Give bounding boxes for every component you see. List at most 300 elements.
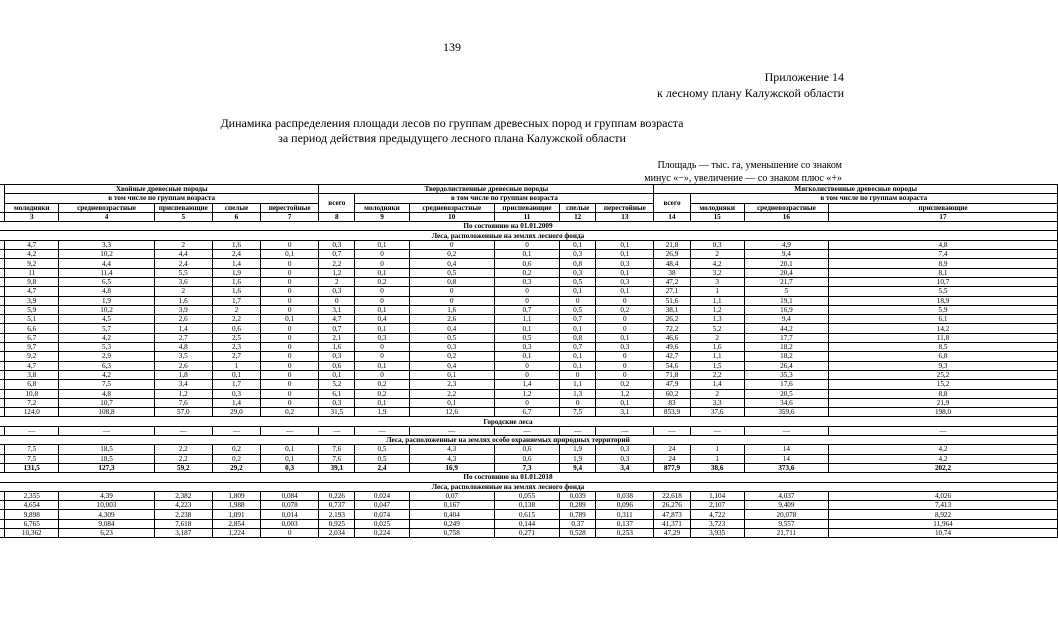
table-cell: 1,6 — [690, 343, 744, 352]
table-cell: 29,2 — [212, 463, 260, 472]
table-cell: 4,2 — [829, 445, 1058, 454]
table-cell: 1,3 — [560, 389, 596, 398]
table-cell: 1,4 — [494, 380, 559, 389]
table-row — [0, 370, 1058, 379]
header-row-ages — [0, 203, 1058, 212]
table-cell: 3,8 — [5, 370, 59, 379]
table-cell: 11,8 — [829, 333, 1058, 342]
table-cell: 47,29 — [654, 528, 690, 537]
table-cell: 0 — [261, 528, 319, 537]
table-cell: 10,2 — [59, 250, 154, 259]
table-cell: 0 — [261, 259, 319, 268]
header-softwood-age-groups: в том числе по группам возраста — [690, 194, 1057, 203]
column-number-cell: 11 — [494, 212, 559, 221]
table-cell: 4,5 — [59, 315, 154, 324]
table-cell: 127,3 — [59, 463, 154, 472]
section-heading: Леса, расположенные на землях лесного фонда — [0, 482, 1058, 491]
table-cell: 4,4 — [59, 259, 154, 268]
header-hardwood-overmature: перестойные — [596, 203, 654, 212]
table-cell: 0,3 — [596, 343, 654, 352]
table-cell: 2,6 — [409, 315, 494, 324]
table-cell: 0,2 — [494, 268, 559, 277]
appendix-label: Приложение 14 — [764, 70, 844, 84]
table-cell: 59,2 — [154, 463, 212, 472]
table-cell: 4,037 — [744, 491, 828, 500]
table-cell: 0,1 — [596, 398, 654, 407]
table-cell: 2,6 — [154, 315, 212, 324]
table-cell: 853,9 — [654, 408, 690, 417]
table-cell: 0,1 — [261, 250, 319, 259]
table-cell: 0 — [261, 398, 319, 407]
table-cell: 41,371 — [654, 519, 690, 528]
table-cell: 0,1 — [560, 324, 596, 333]
table-cell: 0 — [261, 370, 319, 379]
table-cell: 4,722 — [690, 510, 744, 519]
table-cell: 47,873 — [654, 510, 690, 519]
table-cell: — — [5, 426, 59, 435]
table-cell: 4,4 — [154, 250, 212, 259]
table-cell: 0,137 — [596, 519, 654, 528]
table-cell: 0 — [494, 370, 559, 379]
table-cell: 5,2 — [319, 380, 355, 389]
table-cell: 1,4 — [690, 380, 744, 389]
table-cell: 0,1 — [494, 250, 559, 259]
table-cell: 0,2 — [596, 305, 654, 314]
table-cell: 0 — [596, 324, 654, 333]
table-cell: 26,9 — [654, 250, 690, 259]
table-cell: — — [409, 426, 494, 435]
table-cell: 4,2 — [59, 370, 154, 379]
table-cell: 1,8 — [154, 370, 212, 379]
table-cell: 9,898 — [5, 510, 59, 519]
table-cell: 0,3 — [355, 333, 409, 342]
table-cell: 1,4 — [212, 398, 260, 407]
table-cell: 0 — [261, 380, 319, 389]
table-cell: — — [59, 426, 154, 435]
section-heading-row — [0, 482, 1058, 491]
table-cell: 4,7 — [5, 287, 59, 296]
table-cell: 25,2 — [829, 370, 1058, 379]
table-cell: 29,0 — [212, 408, 260, 417]
table-cell: — — [690, 426, 744, 435]
header-row-groups — [0, 185, 1058, 194]
table-row — [0, 408, 1058, 417]
table-cell: 1,6 — [319, 343, 355, 352]
table-cell: 17,7 — [744, 333, 828, 342]
table-cell: 0,3 — [494, 277, 559, 286]
table-cell: 1,9 — [560, 445, 596, 454]
table-cell: 3,5 — [154, 352, 212, 361]
table-cell: 0,1 — [596, 250, 654, 259]
header-softwood-young: молодняки — [690, 203, 744, 212]
table-cell: 9,2 — [5, 259, 59, 268]
table-cell: 0 — [355, 343, 409, 352]
table-cell: 0,6 — [212, 324, 260, 333]
table-row — [0, 398, 1058, 407]
table-cell: 0,226 — [319, 491, 355, 500]
table-cell: 2,3 — [212, 343, 260, 352]
table-cell: 0,224 — [355, 528, 409, 537]
table-cell: 1,7 — [212, 296, 260, 305]
table-cell: 1,2 — [494, 389, 559, 398]
table-cell: 4,223 — [154, 501, 212, 510]
table-cell: 0,025 — [355, 519, 409, 528]
table-cell: 0 — [560, 370, 596, 379]
table-cell: 19,1 — [744, 296, 828, 305]
table-cell: 0,1 — [261, 454, 319, 463]
table-row — [0, 240, 1058, 249]
table-cell: 0,039 — [560, 491, 596, 500]
table-cell: 3,2 — [690, 268, 744, 277]
table-cell: 0,3 — [596, 445, 654, 454]
table-cell: 0,737 — [319, 501, 355, 510]
table-cell: 1,9 — [355, 408, 409, 417]
section-heading-row — [0, 417, 1058, 426]
table-cell: 0,014 — [261, 510, 319, 519]
table-cell: 2,854 — [212, 519, 260, 528]
table-cell: 0 — [261, 333, 319, 342]
table-cell: 0,3 — [319, 398, 355, 407]
column-number-cell: 5 — [154, 212, 212, 221]
table-cell: 2,2 — [154, 445, 212, 454]
table-cell: 0 — [596, 361, 654, 370]
table-cell: 17,6 — [744, 380, 828, 389]
table-cell: 3,9 — [154, 305, 212, 314]
table-cell: 5,9 — [5, 305, 59, 314]
table-cell: 5,9 — [829, 305, 1058, 314]
table-cell: 24 — [654, 445, 690, 454]
table-cell: 1,1 — [494, 315, 559, 324]
table-row — [0, 361, 1058, 370]
table-cell: 2,193 — [319, 510, 355, 519]
table-cell: 10,362 — [5, 528, 59, 537]
table-cell: 0,1 — [355, 361, 409, 370]
column-number-cell: 10 — [409, 212, 494, 221]
table-cell: — — [829, 426, 1058, 435]
table-cell: 2,3 — [409, 380, 494, 389]
table-cell: — — [261, 426, 319, 435]
table-cell: 0 — [409, 240, 494, 249]
table-cell: 47,2 — [654, 277, 690, 286]
header-hardwood-age-groups: в том числе по группам возраста — [355, 194, 654, 203]
table-cell: 4,654 — [5, 501, 59, 510]
table-cell: 3,9 — [5, 296, 59, 305]
table-cell: 42,7 — [654, 352, 690, 361]
table-cell: 4,2 — [829, 454, 1058, 463]
table-cell: 0,3 — [212, 389, 260, 398]
table-cell: 9,409 — [744, 501, 828, 510]
table-cell: 1,9 — [59, 296, 154, 305]
table-cell: 0,5 — [355, 445, 409, 454]
table-cell: 14 — [744, 454, 828, 463]
table-cell: 60,2 — [654, 389, 690, 398]
units-note-line2: минус «−», увеличение — со знаком плюс «+» — [644, 173, 842, 184]
table-cell: 0,789 — [560, 510, 596, 519]
table-row — [0, 389, 1058, 398]
table-cell: 8,8 — [829, 389, 1058, 398]
table-cell: 4,39 — [59, 491, 154, 500]
table-cell: 0,2 — [212, 454, 260, 463]
table-cell: 0 — [596, 296, 654, 305]
header-softwood-middle: средневозрастные — [744, 203, 828, 212]
table-cell: 9,557 — [744, 519, 828, 528]
table-cell: 1,2 — [596, 389, 654, 398]
table-cell: 0,404 — [409, 510, 494, 519]
table-cell: 2,7 — [212, 352, 260, 361]
table-cell: 5,2 — [690, 324, 744, 333]
table-cell: 20,4 — [744, 268, 828, 277]
table-cell: — — [654, 426, 690, 435]
table-cell: 4,7 — [319, 315, 355, 324]
table-cell: 26,276 — [654, 501, 690, 510]
table-cell: 20,5 — [744, 389, 828, 398]
table-cell: 0,289 — [560, 501, 596, 510]
table-cell: 0,138 — [494, 501, 559, 510]
header-conifer-middle: средневозрастные — [59, 203, 154, 212]
table-cell: 0,2 — [355, 277, 409, 286]
table-cell: 21,7 — [744, 277, 828, 286]
table-cell: 1,988 — [212, 501, 260, 510]
table-cell: 16,9 — [409, 463, 494, 472]
table-cell: 1,7 — [212, 380, 260, 389]
table-cell: 0,615 — [494, 510, 559, 519]
table-cell: 20,1 — [744, 259, 828, 268]
table-cell: 1,1 — [560, 380, 596, 389]
table-cell: 0,1 — [355, 324, 409, 333]
table-cell: 48,4 — [654, 259, 690, 268]
header-hardwood-maturing: приспевающие — [494, 203, 559, 212]
table-cell: 0,7 — [319, 324, 355, 333]
table-cell: 9,7 — [5, 343, 59, 352]
table-cell: 0 — [596, 315, 654, 324]
table-cell: 10,74 — [829, 528, 1058, 537]
column-number-cell: 14 — [654, 212, 690, 221]
table-cell: 131,5 — [5, 463, 59, 472]
table-cell: 0 — [596, 352, 654, 361]
table-cell: 4,9 — [744, 240, 828, 249]
table-cell: 18,5 — [59, 454, 154, 463]
table-cell: 0 — [319, 296, 355, 305]
table-cell: 27,1 — [654, 287, 690, 296]
table-cell: 0,3 — [596, 259, 654, 268]
table-cell: 2,2 — [690, 370, 744, 379]
table-cell: 1 — [690, 445, 744, 454]
table-cell: 21,711 — [744, 528, 828, 537]
table-cell: 0,7 — [494, 305, 559, 314]
table-cell: — — [596, 426, 654, 435]
table-cell: 1,6 — [154, 296, 212, 305]
table-cell: 0,1 — [261, 445, 319, 454]
table-cell: 0,253 — [596, 528, 654, 537]
table-cell: 0,3 — [494, 343, 559, 352]
table-cell: 1,2 — [319, 268, 355, 277]
table-cell: 18,5 — [59, 445, 154, 454]
table-cell: 11,964 — [829, 519, 1058, 528]
table-cell: 0,3 — [560, 268, 596, 277]
table-cell: 1,809 — [212, 491, 260, 500]
table-cell: 8,1 — [829, 268, 1058, 277]
table-cell: 0 — [355, 250, 409, 259]
table-row — [0, 305, 1058, 314]
table-cell: 31,5 — [319, 408, 355, 417]
section-heading-row — [0, 436, 1058, 445]
table-cell: 0,1 — [560, 287, 596, 296]
table-cell: 6,8 — [829, 352, 1058, 361]
table-cell: 6,5 — [59, 277, 154, 286]
table-cell: 0,249 — [409, 519, 494, 528]
table-cell: 11 — [5, 268, 59, 277]
table-cell: 14 — [744, 445, 828, 454]
table-cell: 2,4 — [154, 259, 212, 268]
table-cell: 0 — [261, 240, 319, 249]
table-cell: 2,7 — [154, 333, 212, 342]
table-cell: — — [154, 426, 212, 435]
table-cell: 108,8 — [59, 408, 154, 417]
table-row — [0, 287, 1058, 296]
table-cell: 6,1 — [319, 389, 355, 398]
table-cell: 10,7 — [59, 398, 154, 407]
column-number-cell: 16 — [744, 212, 828, 221]
table-cell: 34,6 — [744, 398, 828, 407]
table-cell: 0,4 — [409, 361, 494, 370]
header-hardwood-mature: спелые — [560, 203, 596, 212]
header-conifer-overmature: перестойные — [261, 203, 319, 212]
table-cell: 0,311 — [596, 510, 654, 519]
table-cell: 0,5 — [409, 333, 494, 342]
header-hardwood-total: всего — [319, 194, 355, 213]
table-cell: 2,034 — [319, 528, 355, 537]
table-cell: 9,4 — [744, 250, 828, 259]
forest-area-table-wrapper — [0, 184, 1058, 640]
table-cell: 9,2 — [5, 352, 59, 361]
header-conifer-maturing: приспевающие — [154, 203, 212, 212]
table-cell: 6,23 — [59, 528, 154, 537]
table-cell: 0,7 — [319, 250, 355, 259]
table-cell: 0,074 — [355, 510, 409, 519]
table-cell: 83 — [654, 398, 690, 407]
table-cell: 0,07 — [409, 491, 494, 500]
table-cell: 0,2 — [409, 250, 494, 259]
table-cell: 1 — [690, 287, 744, 296]
table-cell: 1,9 — [560, 454, 596, 463]
table-cell: 124,0 — [5, 408, 59, 417]
header-conifer-mature: спелые — [212, 203, 260, 212]
table-cell: 7,5 — [560, 408, 596, 417]
table-cell: 0,3 — [319, 352, 355, 361]
table-cell: 46,6 — [654, 333, 690, 342]
table-cell: 6,1 — [829, 315, 1058, 324]
table-cell: 0,2 — [409, 352, 494, 361]
table-cell: 5 — [744, 287, 828, 296]
table-cell: 6,3 — [59, 361, 154, 370]
table-cell: 0,2 — [596, 380, 654, 389]
table-cell: 71,8 — [654, 370, 690, 379]
section-heading-row — [0, 473, 1058, 482]
table-cell: — — [744, 426, 828, 435]
table-row — [0, 343, 1058, 352]
table-cell: 3,187 — [154, 528, 212, 537]
table-cell: 3,6 — [154, 277, 212, 286]
table-cell: 0,1 — [494, 324, 559, 333]
table-cell: 0,047 — [355, 501, 409, 510]
table-row — [0, 315, 1058, 324]
table-cell: 8,5 — [829, 343, 1058, 352]
header-conifer: Хвойные древесные породы — [5, 185, 319, 194]
table-cell: 0,271 — [494, 528, 559, 537]
table-cell: 9,8 — [5, 277, 59, 286]
table-cell: 0 — [409, 296, 494, 305]
table-cell: 1,091 — [212, 510, 260, 519]
table-cell: 0,2 — [212, 445, 260, 454]
table-cell: 0,003 — [261, 519, 319, 528]
table-cell: 3,1 — [596, 408, 654, 417]
table-cell: 0,1 — [494, 352, 559, 361]
table-cell: 11,4 — [59, 268, 154, 277]
table-cell: 54,6 — [654, 361, 690, 370]
table-cell: 0,925 — [319, 519, 355, 528]
table-cell: 38,1 — [654, 305, 690, 314]
section-heading: По состоянию на 01.01.2009 — [0, 222, 1058, 231]
table-cell: 3 — [690, 277, 744, 286]
table-row — [0, 528, 1058, 537]
table-cell: 0 — [261, 287, 319, 296]
table-cell: 1,4 — [154, 324, 212, 333]
table-cell: 0,1 — [560, 361, 596, 370]
table-cell: 24 — [654, 454, 690, 463]
table-row — [0, 296, 1058, 305]
table-cell: 7,6 — [319, 445, 355, 454]
table-row — [0, 250, 1058, 259]
table-cell: 0,8 — [560, 259, 596, 268]
table-cell: 5,1 — [5, 315, 59, 324]
table-cell: 0 — [560, 296, 596, 305]
table-cell: 1,6 — [409, 305, 494, 314]
table-cell: 0 — [261, 352, 319, 361]
table-cell: — — [494, 426, 559, 435]
table-cell: 0,8 — [560, 333, 596, 342]
table-cell: 0,1 — [560, 240, 596, 249]
header-conifer-age-groups: в том числе по группам возраста — [5, 194, 319, 203]
table-cell: 6,6 — [5, 324, 59, 333]
table-cell: 0,37 — [560, 519, 596, 528]
table-cell: 4,8 — [59, 287, 154, 296]
table-cell: 1,2 — [690, 305, 744, 314]
table-cell: 3,935 — [690, 528, 744, 537]
table-cell: 5,3 — [59, 343, 154, 352]
table-cell: 22,618 — [654, 491, 690, 500]
table-cell: 37,6 — [690, 408, 744, 417]
table-row — [0, 277, 1058, 286]
table-cell: 6,8 — [5, 380, 59, 389]
table-cell: 9,4 — [744, 315, 828, 324]
table-cell: 2,5 — [212, 333, 260, 342]
table-cell: 6,7 — [494, 408, 559, 417]
table-cell: 0,1 — [409, 398, 494, 407]
table-cell: 7,5 — [59, 380, 154, 389]
table-cell: 2,1 — [319, 333, 355, 342]
table-cell: 57,0 — [154, 408, 212, 417]
table-row — [0, 491, 1058, 500]
table-cell: 0,4 — [409, 324, 494, 333]
page-number: 139 — [443, 40, 461, 54]
table-cell: 0,3 — [409, 343, 494, 352]
table-cell: 2 — [690, 389, 744, 398]
table-row — [0, 268, 1058, 277]
column-number-cell: 15 — [690, 212, 744, 221]
table-cell: 0 — [261, 268, 319, 277]
table-cell: 0,1 — [596, 287, 654, 296]
column-number-row — [0, 212, 1058, 221]
